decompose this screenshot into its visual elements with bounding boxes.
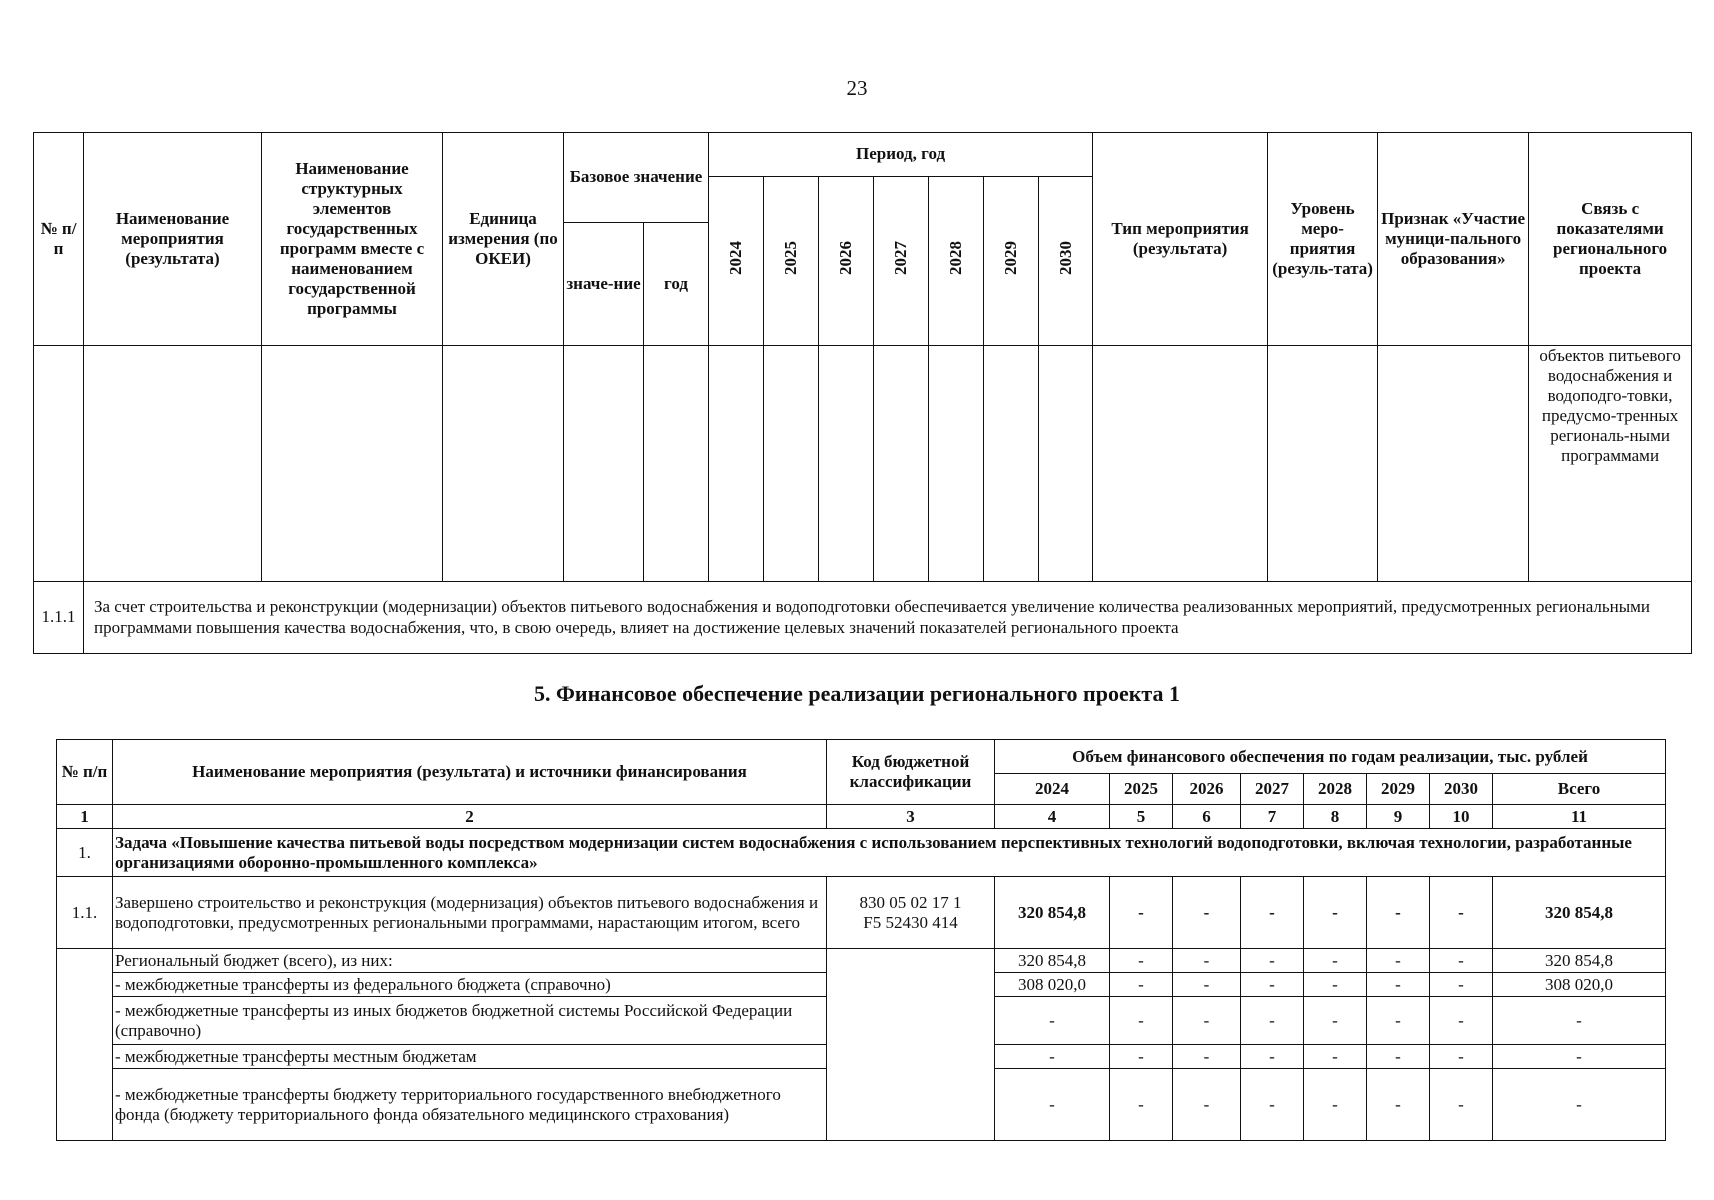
- source-value: -: [1110, 973, 1173, 997]
- result-name: Завершено строительство и реконструкция (модернизация) объектов питьевого водоснабжения и водоподготовки, предусмотренных региональными программами, нарастающим итогом, всего: [113, 877, 827, 949]
- result-value-2029: -: [1367, 877, 1430, 949]
- indicator-link-continuation: объектов питьевого водоснабжения и водоподго-товки, предусмо-тренных региональ-ными программами: [1529, 346, 1692, 582]
- source-value: -: [1304, 997, 1367, 1045]
- header-year-2024: 2024: [995, 774, 1110, 805]
- row-note-text: За счет строительства и реконструкции (модернизации) объектов питьевого водоснабжения и водоподготовки обеспечивается увеличение количества реализованных мероприятий, предусмотренных региональными программами повышения качества водоснабжения, что, в свою очередь, влияет на достижение целевых значений показателей регионального проекта: [84, 582, 1692, 654]
- header-year-2028: 2028: [929, 177, 984, 346]
- result-total: 320 854,8: [1493, 877, 1666, 949]
- source-value: -: [1367, 1069, 1430, 1141]
- source-name: - межбюджетные трансферты местным бюджетам: [113, 1045, 827, 1069]
- column-number: 3: [827, 805, 995, 829]
- header-event-level: Уровень меро-приятия (резуль-тата): [1268, 133, 1378, 346]
- header-name-sources: Наименование мероприятия (результата) и источники финансирования: [113, 740, 827, 805]
- header-municipal-participation: Признак «Участие муници-пального образования»: [1378, 133, 1529, 346]
- task-text: Задача «Повышение качества питьевой воды посредством модернизации систем водоснабжения с использованием перспективных технологий водоподготовки, включая технологии, разработанные организациями оборонно-промышленного комплекса»: [113, 829, 1666, 877]
- source-value: 308 020,0: [995, 973, 1110, 997]
- column-number: 6: [1173, 805, 1241, 829]
- source-name: Региональный бюджет (всего), из них:: [113, 949, 827, 973]
- header-base-value: Базовое значение: [564, 133, 709, 223]
- source-total: 308 020,0: [1493, 973, 1666, 997]
- source-value: -: [1241, 973, 1304, 997]
- header-base-value-value: значе-ние: [564, 223, 644, 346]
- task-number: 1.: [57, 829, 113, 877]
- column-number: 7: [1241, 805, 1304, 829]
- source-value: -: [1110, 949, 1173, 973]
- column-number: 8: [1304, 805, 1367, 829]
- header-year-2026: 2026: [819, 177, 874, 346]
- result-value-2026: -: [1173, 877, 1241, 949]
- row-number: 1.1.1: [34, 582, 84, 654]
- source-value: -: [1430, 949, 1493, 973]
- source-value: -: [1173, 1045, 1241, 1069]
- source-value: -: [995, 1069, 1110, 1141]
- header-base-value-year: год: [644, 223, 709, 346]
- header-year-2026: 2026: [1173, 774, 1241, 805]
- source-value: -: [1304, 1069, 1367, 1141]
- source-value: -: [1241, 949, 1304, 973]
- source-total: -: [1493, 997, 1666, 1045]
- header-year-2027: 2027: [1241, 774, 1304, 805]
- source-value: -: [1430, 973, 1493, 997]
- header-financing-volume: Объем финансового обеспечения по годам реализации, тыс. рублей: [995, 740, 1666, 774]
- header-year-2030: 2030: [1039, 177, 1093, 346]
- source-value: -: [995, 1045, 1110, 1069]
- section-title: 5. Финансовое обеспечение реализации регионального проекта 1: [534, 681, 1180, 706]
- result-value-2028: -: [1304, 877, 1367, 949]
- source-value: -: [1241, 1069, 1304, 1141]
- header-year-2024: 2024: [709, 177, 764, 346]
- source-value: -: [1110, 1045, 1173, 1069]
- header-year-2030: 2030: [1430, 774, 1493, 805]
- source-value: -: [1304, 1045, 1367, 1069]
- column-number: 10: [1430, 805, 1493, 829]
- header-num: № п/п: [57, 740, 113, 805]
- header-period: Период, год: [709, 133, 1093, 177]
- source-total: -: [1493, 1045, 1666, 1069]
- source-value: -: [1173, 997, 1241, 1045]
- header-year-2029: 2029: [984, 177, 1039, 346]
- financing-table: [56, 739, 1666, 1141]
- source-value: -: [1367, 997, 1430, 1045]
- source-value: -: [1430, 1069, 1493, 1141]
- result-value-2027: -: [1241, 877, 1304, 949]
- header-indicator-link: Связь с показателями регионального проекта: [1529, 133, 1692, 346]
- source-value: -: [1173, 973, 1241, 997]
- header-year-2025: 2025: [764, 177, 819, 346]
- column-number: 1: [57, 805, 113, 829]
- header-event-type: Тип мероприятия (результата): [1093, 133, 1268, 346]
- column-number: 9: [1367, 805, 1430, 829]
- source-value: -: [1241, 1045, 1304, 1069]
- column-number: 4: [995, 805, 1110, 829]
- source-value: -: [1430, 997, 1493, 1045]
- source-value: -: [1173, 1069, 1241, 1141]
- source-value: 320 854,8: [995, 949, 1110, 973]
- source-name: - межбюджетные трансферты из федерального бюджета (справочно): [113, 973, 827, 997]
- header-year-2028: 2028: [1304, 774, 1367, 805]
- source-value: -: [1304, 949, 1367, 973]
- result-value-2024: 320 854,8: [995, 877, 1110, 949]
- header-num: № п/п: [34, 133, 84, 346]
- source-value: -: [1304, 973, 1367, 997]
- result-value-2030: -: [1430, 877, 1493, 949]
- source-total: -: [1493, 1069, 1666, 1141]
- source-value: -: [995, 997, 1110, 1045]
- events-table: [33, 132, 1692, 654]
- column-number: 5: [1110, 805, 1173, 829]
- header-budget-code: Код бюджетной классификации: [827, 740, 995, 805]
- header-total: Всего: [1493, 774, 1666, 805]
- source-total: 320 854,8: [1493, 949, 1666, 973]
- source-value: -: [1173, 949, 1241, 973]
- source-value: -: [1430, 1045, 1493, 1069]
- header-unit: Единица измерения (по ОКЕИ): [443, 133, 564, 346]
- source-value: -: [1241, 997, 1304, 1045]
- header-year-2025: 2025: [1110, 774, 1173, 805]
- header-year-2027: 2027: [874, 177, 929, 346]
- header-structural-elements: Наименование структурных элементов государственных программ вместе с наименованием государственной программы: [262, 133, 443, 346]
- header-year-2029: 2029: [1367, 774, 1430, 805]
- header-event-name: Наименование мероприятия (результата): [84, 133, 262, 346]
- result-budget-code: 830 05 02 17 1 F5 52430 414: [827, 877, 995, 949]
- column-number: 2: [113, 805, 827, 829]
- source-value: -: [1110, 1069, 1173, 1141]
- source-value: -: [1110, 997, 1173, 1045]
- result-value-2025: -: [1110, 877, 1173, 949]
- source-value: -: [1367, 973, 1430, 997]
- source-value: -: [1367, 1045, 1430, 1069]
- page-number: 23: [846, 76, 868, 100]
- source-name: - межбюджетные трансферты бюджету территориального государственного внебюджетного фонда (бюджету территориального фонда обязательного медицинского страхования): [113, 1069, 827, 1141]
- column-number: 11: [1493, 805, 1666, 829]
- source-value: -: [1367, 949, 1430, 973]
- source-name: - межбюджетные трансферты из иных бюджетов бюджетной системы Российской Федерации (справочно): [113, 997, 827, 1045]
- result-number: 1.1.: [57, 877, 113, 949]
